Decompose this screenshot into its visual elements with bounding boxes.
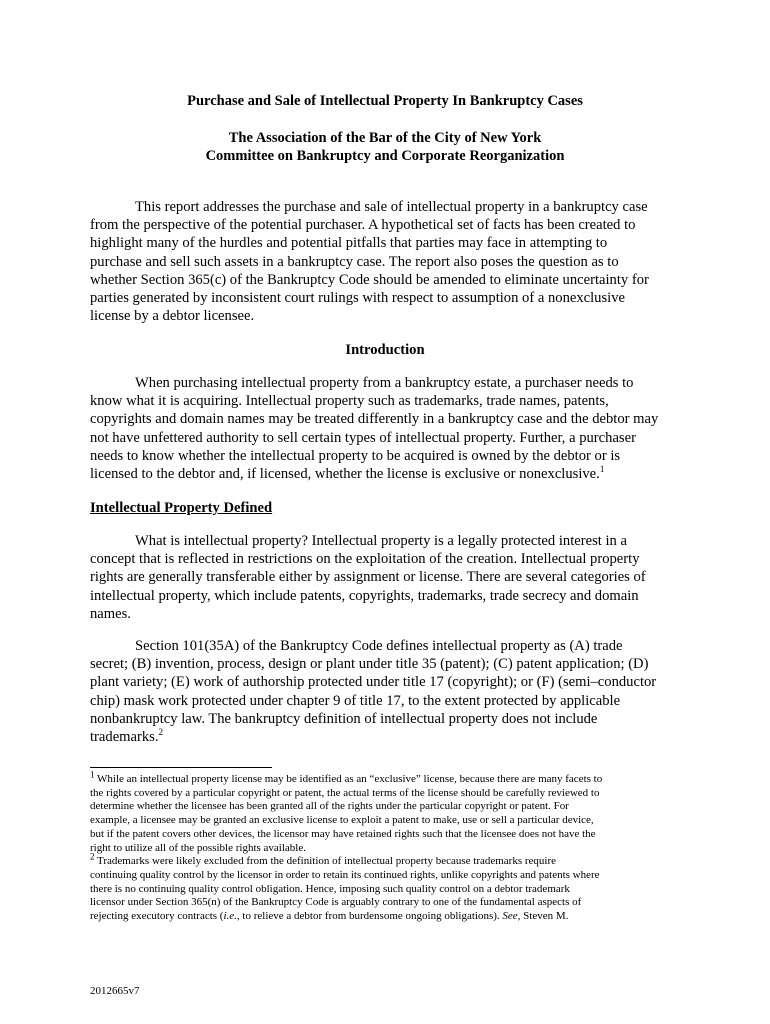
footnote-2-line: there is no continuing quality control obligation. Hence, imposing such quality control on a debtor trademark — [90, 882, 570, 895]
fn2-italic-see: See — [502, 910, 518, 923]
footnote-ref-1[interactable]: 1 — [599, 464, 605, 475]
fn2-text-b: , to relieve a debtor from burdensome ongoing obligations). — [236, 910, 503, 923]
text-line: What is intellectual property? Intellectual property is a legally protected interest in a — [135, 533, 627, 549]
text-line — [90, 728, 682, 746]
text-line — [90, 465, 682, 483]
footnote-1-number: 1 — [90, 769, 95, 780]
footnote-1-line: determine whether the licensee has been granted all of the rights under the particular copyright or patent. For — [90, 800, 569, 813]
ip-defined-paragraph-1 — [90, 532, 682, 623]
fn2-italic-ie: i.e. — [223, 910, 237, 923]
text-line: rights are generally transferable either by assignment or license. There are several categories of — [90, 569, 646, 586]
footnote-divider — [90, 767, 272, 768]
fn2-text-c: , Steven M. — [517, 910, 569, 923]
text-line-content: licensed to the debtor and, if licensed, whether the license is exclusive or nonexclusive. — [90, 466, 600, 483]
ip-defined-heading: Intellectual Property Defined — [90, 500, 273, 516]
footnotes — [90, 769, 682, 924]
footnote-1-text: While an intellectual property license may be identified as an “exclusive” license, because there are many facets to — [94, 773, 603, 785]
footnote-ref-2[interactable]: 2 — [158, 727, 163, 738]
footnote-2-text: Trademarks were likely excluded from the definition of intellectual property because trademarks require — [94, 855, 557, 868]
text-line: whether Section 365(c) of the Bankruptcy Code should be amended to eliminate uncertainty for — [90, 271, 649, 288]
fn2-text-a: rejecting executory contracts ( — [90, 910, 224, 923]
text-line: This report addresses the purchase and sale of intellectual property in a bankruptcy case — [135, 199, 648, 215]
text-line: intellectual property, which include patents, copyrights, trademarks, trade secrecy and domain — [90, 587, 639, 604]
text-line: plant variety; (E) work of authorship protected under title 17 (copyright); or (F) (semi–conductor — [90, 674, 657, 691]
text-line: purchase and sell such assets in a bankruptcy case. The report also poses the question as to — [90, 253, 619, 270]
text-line: names. — [90, 605, 131, 622]
footnote-2-line: licensor under Section 365(n) of the Bankruptcy Code is arguably contrary to one of the fundamental aspects of — [90, 896, 582, 909]
footnote-2-line: continuing quality control by the licensor in order to retain its continued rights, unlike copyrights and patents where — [90, 868, 600, 881]
footnote-2-line — [90, 851, 682, 869]
footnote-1-line: right to utilize all of the possible rights available. — [90, 841, 306, 854]
document-id: 2012665v7 — [90, 985, 140, 997]
text-line: know what it is acquiring. Intellectual property such as trademarks, trade names, patents, — [90, 393, 609, 410]
footnote-1-line — [90, 769, 682, 787]
text-line: nonbankruptcy law. The bankruptcy definition of intellectual property does not include — [90, 710, 598, 727]
footnote-2-number: 2 — [90, 851, 95, 862]
text-line: not have unfettered authority to sell certain types of intellectual property. Further, a purchaser — [90, 429, 636, 446]
text-line: secret; (B) invention, process, design or plant under title 35 (patent); (C) patent application; (D) — [90, 656, 649, 673]
text-line-content: trademarks. — [90, 729, 159, 746]
document-title: Purchase and Sale of Intellectual Property In Bankruptcy Cases — [187, 93, 583, 109]
footnote-2-line — [90, 910, 682, 924]
text-line: When purchasing intellectual property from a bankruptcy estate, a purchaser needs to — [135, 375, 634, 391]
text-line: license by a debtor licensee. — [90, 308, 255, 325]
footnote-1-line: the rights covered by a particular copyright or patent, the actual terms of the license should be carefully reviewed to — [90, 786, 600, 799]
footnote-1-line: example, a licensee may be granted an exclusive license to exploit a patent to make, use or sell a particular device, — [90, 814, 594, 827]
footnote-1-line: but if the patent covers other devices, the licensor may have retained rights such that the licensee does not have the — [90, 827, 596, 840]
text-line: Section 101(35A) of the Bankruptcy Code defines intellectual property as (A) trade — [135, 638, 623, 654]
text-line: highlight many of the hurdles and potential pitfalls that parties may face in attempting to — [90, 235, 608, 252]
text-line: chip) mask work protected under chapter 9 of title 17, to the extent protected by applicable — [90, 692, 621, 709]
ip-defined-paragraph-2 — [90, 637, 682, 746]
organization-name: The Association of the Bar of the City of New York — [228, 130, 542, 146]
abstract-paragraph — [90, 198, 682, 325]
introduction-paragraph — [90, 374, 682, 483]
text-line: copyrights and domain names may be treated differently in a bankruptcy case and the debtor may — [90, 411, 659, 428]
text-line: from the perspective of the potential purchaser. A hypothetical set of facts has been created to — [90, 217, 636, 234]
committee-name: Committee on Bankruptcy and Corporate Reorganization — [205, 148, 565, 164]
introduction-heading: Introduction — [345, 342, 425, 358]
text-line: concept that is reflected in restrictions on the exploitation of the creation. Intellectual property — [90, 551, 640, 568]
text-line: parties generated by inconsistent court rulings with respect to assumption of a nonexclusive — [90, 290, 625, 307]
text-line: needs to know whether the intellectual property to be acquired is owned by the debtor or is — [90, 447, 621, 464]
